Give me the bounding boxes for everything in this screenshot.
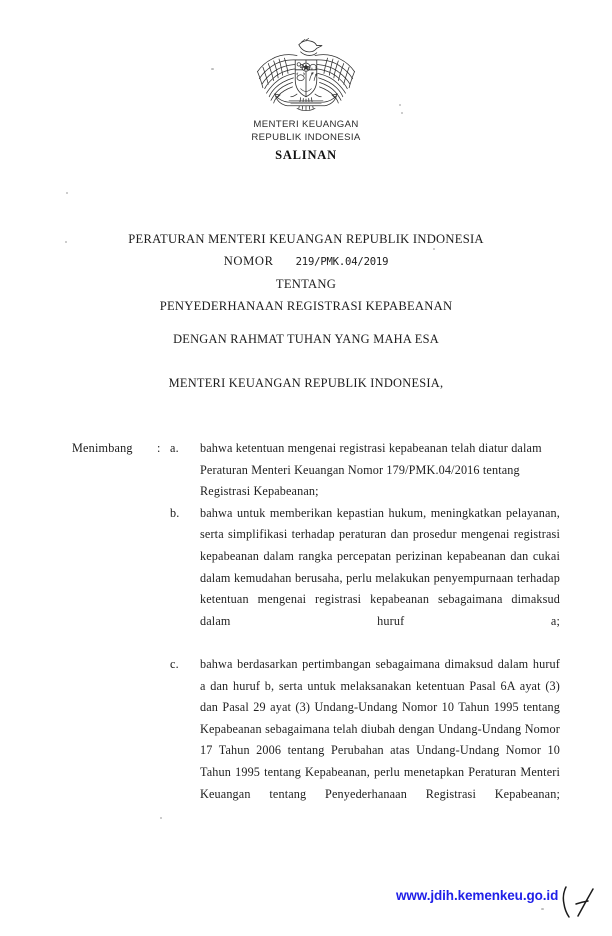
item-text-a: bahwa ketentuan mengenai registrasi kepabeanan telah diatur dalam Peraturan Menteri Keuangan Nomor 179/PMK.04/2016 tentang Registrasi Kepabeanan; — [200, 441, 542, 499]
emblem-container — [0, 33, 612, 121]
considerations-section — [0, 438, 612, 827]
ministry-line-2: REPUBLIK INDONESIA — [251, 131, 361, 143]
preamble-authority: MENTERI KEUANGAN REPUBLIK INDONESIA, — [168, 376, 444, 390]
list-item — [170, 654, 560, 827]
considerations-label: Menimbang — [72, 441, 133, 455]
jdih-watermark-url[interactable]: www.jdih.kemenkeu.go.id — [396, 888, 559, 903]
title-subject: PENYEDERHANAAN REGISTRASI KEPABEANAN — [159, 299, 453, 313]
list-item — [170, 503, 560, 654]
garuda-pancasila-emblem — [252, 33, 360, 121]
preamble-invocation: DENGAN RAHMAT TUHAN YANG MAHA ESA — [173, 332, 439, 346]
title-tentang: TENTANG — [275, 277, 337, 291]
item-text-b: bahwa untuk memberikan kepastian hukum, meningkatkan pelayanan, serta simplifikasi terhadap peraturan dan prosedur mengenai registrasi kepabeanan dalam rangka percepatan perizinan kepabeanan dan cukai dalam kemudahan berusaha, perlu melakukan penyempurnaan terhadap ketentuan mengenai registrasi kepabeanan sebagaimana dimaksud dalam huruf a; — [200, 505, 560, 628]
considerations-colon: : — [157, 441, 161, 455]
item-marker-b: b. — [170, 505, 180, 520]
handwritten-pen-stroke — [552, 884, 598, 934]
scan-speckle — [66, 192, 68, 194]
nomor-label: NOMOR — [223, 254, 274, 268]
nomor-value: 219/PMK.04/2019 — [295, 256, 389, 268]
considerations-list — [170, 438, 612, 827]
considerations-row — [0, 438, 612, 827]
list-item — [170, 438, 560, 503]
scan-speckle — [541, 908, 544, 910]
ministry-line-1: MENTERI KEUANGAN — [253, 119, 359, 130]
item-marker-c: c. — [170, 656, 179, 671]
item-text-c: bahwa berdasarkan pertimbangan sebagaimana dimaksud dalam huruf a dan huruf b, serta untuk melaksanakan ketentuan Pasal 6A ayat (3) dan Pasal 29 ayat (3) Undang-Undang Nomor 10 Tahun 1995 tentang Kepabeanan sebagaimana telah diubah dengan Undang-Undang Nomor 17 Tahun 2006 tentang Perubahan atas Undang-Undang Nomor 10 Tahun 1995 tentang Kepabeanan, perlu menetapkan Peraturan Menteri Keuangan tentang Penyederhanaan Registrasi Kepabeanan; — [200, 656, 560, 801]
title-regulation-name: PERATURAN MENTERI KEUANGAN REPUBLIK INDONESIA — [128, 232, 484, 246]
copy-mark: SALINAN — [275, 148, 337, 162]
title-number-line — [0, 250, 612, 273]
ministry-header — [0, 119, 612, 144]
document-title-block — [0, 228, 612, 317]
item-marker-a: a. — [170, 441, 179, 455]
